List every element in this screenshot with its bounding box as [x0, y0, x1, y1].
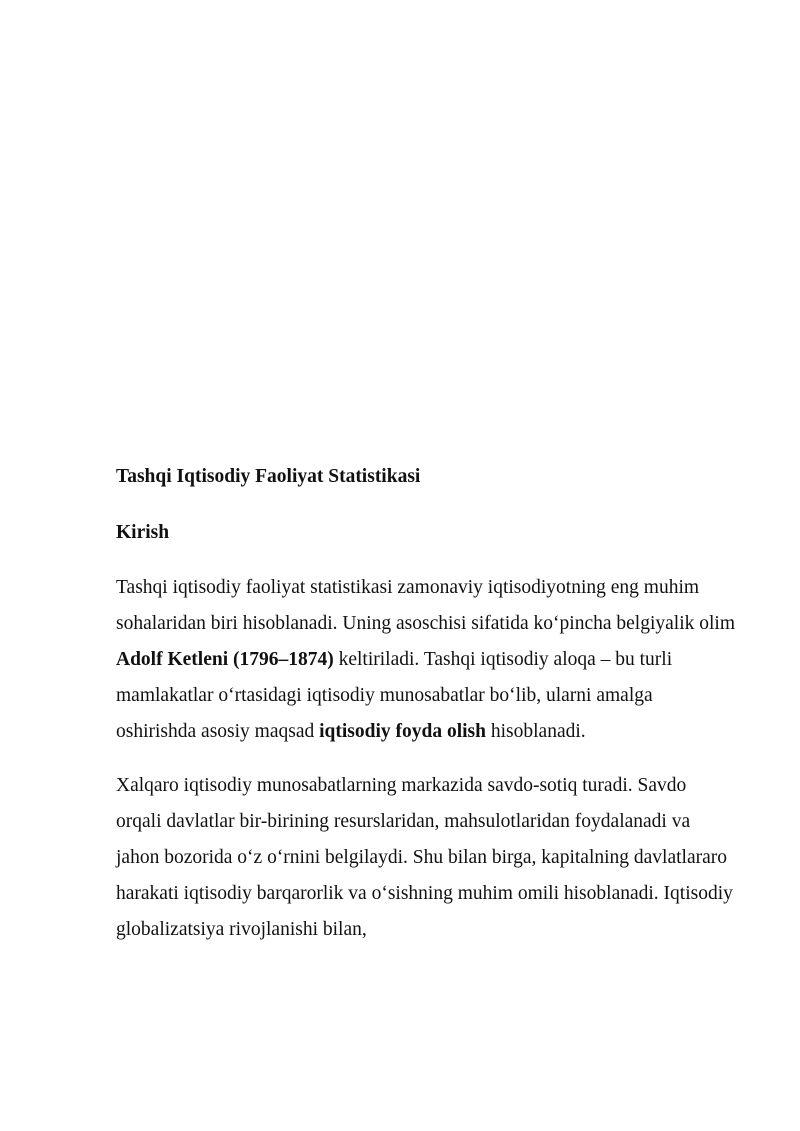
section-heading: Kirish — [116, 522, 170, 543]
document-title: Tashqi Iqtisodiy Faoliyat Statistikasi — [116, 466, 421, 487]
paragraph-intro — [116, 570, 736, 750]
bold-phrase-scientist: Adolf Ketleni (1796–1874) — [116, 649, 334, 670]
paragraph-trade: Xalqaro iqtisodiy munosabatlarning markazida savdo-sotiq turadi. Savdo orqali davlatlar bir-birining resurslaridan, mahsulotlaridan foydalanadi va jahon bozorida o‘z o‘rnini belgilaydi. Shu bilan birga, kapitalning davlatlararo harakati iqtisodiy barqarorlik va o‘sishning muhim omili hisoblanadi. Iqtisodiy globalizatsiya rivojlanishi bilan, — [116, 775, 733, 940]
paragraph-text: hisoblanadi. — [486, 721, 586, 742]
paragraph-text: Tashqi iqtisodiy faoliyat statistikasi zamonaviy iqtisodiyotning eng muhim sohalaridan biri hisoblanadi. Uning asoschisi sifatida ko‘pincha belgiyalik olim — [116, 577, 736, 634]
document-body — [116, 462, 736, 966]
paragraph-text: keltiriladi. Tashqi iqtisodiy aloqa – bu turli mamlakatlar o‘rtasidagi iqtisodiy munosabatlar bo‘lib, ularni amalga oshirishda asosiy maqsad — [116, 649, 673, 742]
bold-phrase-goal: iqtisodiy foyda olish — [319, 721, 486, 742]
